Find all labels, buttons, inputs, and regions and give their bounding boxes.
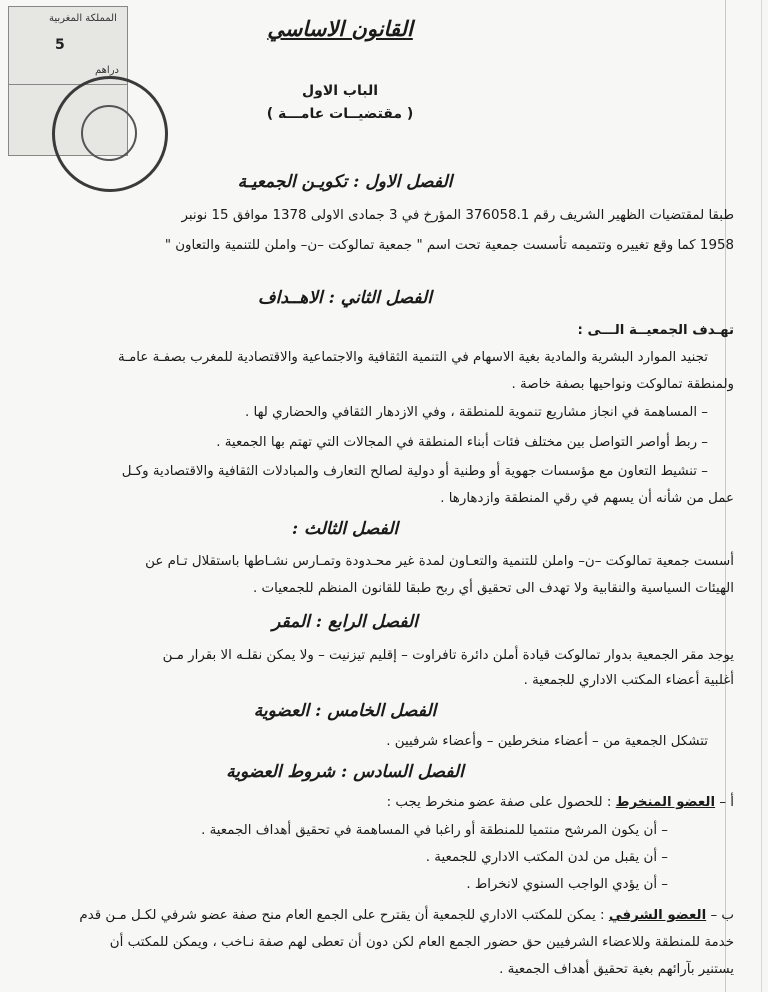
member-active-item-1: – أن يكون المرشح منتميا للمنطقة أو راغبا في المساهمة في تحقيق أهداف الجمعية . (201, 823, 668, 838)
section-5-line-1: تتشكل الجمعية من – أعضاء منخرطين – وأعضاء شرفيين . (386, 734, 708, 749)
member-active-label: العضو المنخرط (615, 795, 716, 810)
stamp-value: 5 (55, 37, 65, 53)
section-4-line-1: يوجد مقر الجمعية بدوار تمالوكت قيادة أملن دائرة تافراوت – إقليم تيزنيت – ولا يمكن نقلـه الا بقرار مـن (162, 648, 734, 663)
member-active-item-2: – أن يقبل من لدن المكتب الاداري للجمعية . (425, 850, 668, 865)
section-2-line-2: ولمنطقة تمالوكت ونواحيها بصفة خاصة . (511, 377, 734, 392)
section-4-heading: الفصل الرابع : المقر (272, 612, 418, 632)
section-2-line-5: – تنشيط التعاون مع مؤسسات جهوية أو وطنية أو دولية لصالح التعارف والمبادلات الثقافية والاقتصادية وكـل (121, 464, 708, 479)
section-4-line-2: أغلبية أعضاء المكتب الاداري للجمعية . (523, 673, 734, 688)
member-active-text: : للحصول على صفة عضو منخرط يجب : (386, 795, 612, 810)
stamp-kingdom: المملكة المغربية (49, 13, 117, 24)
section-2-line-4: – ربط أواصر التواصل بين مختلف فئات أبناء المنطقة في المجالات التي تهتم بها الجمعية . (216, 435, 708, 450)
member-honorary-label: العضو الشرفي (608, 908, 707, 923)
section-2-intro: تهـدف الجمعيــة الـــى : (577, 323, 734, 338)
section-5-heading: الفصل الخامس : العضوية (253, 701, 437, 721)
section-1-heading: الفصل الاول : تكويـن الجمعيـة (237, 172, 453, 192)
member-honorary-line-3: يستنير بآرائهم بغية تحقيق أهداف الجمعية . (499, 962, 734, 977)
section-1-line-1: طبقا لمقتضيات الظهير الشريف رقم 376058.1 المؤرخ في 3 جمادى الاولى 1378 موافق 15 نونبر (181, 208, 734, 223)
member-honorary-text: : يمكن للمكتب الاداري للجمعية أن يقترح على الجمع العام منح صفة عضو شرفي لكـل مـن قدم (79, 908, 605, 923)
section-6-heading: الفصل السادس : شروط العضوية (226, 762, 464, 782)
member-honorary-line-2: خدمة للمنطقة وللاعضاء الشرفيين حق حضور الجمع العام لكن دون أن تعطى لهم صفة نـاخب ، ويمكن للمكتب أن (109, 935, 734, 950)
document-title: القانون الاساسي (267, 16, 413, 41)
section-2-heading: الفصل الثاني : الاهــداف (258, 288, 432, 308)
section-1-line-2: 1958 كما وقع تغييره وتتميمه تأسست جمعية تحت اسم " جمعية تمالوكت –ن– واملن للتنمية والتعاون " (164, 238, 734, 253)
stamp-currency: دراهم (95, 65, 119, 76)
part-subtitle: ( مقتضيــات عامـــة ) (266, 106, 414, 122)
section-3-line-1: أسست جمعية تمالوكت –ن– واملن للتنمية والتعـاون لمدة غير محـدودة وتمـارس نشـاطها باستقلال تـام عن (145, 554, 734, 569)
section-3-line-2: الهيئات السياسية والنقابية ولا تهدف الى تحقيق أي ربح طبقا للقانون المنظم للجمعيات . (253, 581, 734, 596)
section-2-line-6: عمل من شأنه أن يسهم في رقي المنطقة وازدهارها . (440, 491, 734, 506)
edge-rule (761, 0, 762, 992)
section-2-line-1: تجنيد الموارد البشرية والمادية بغية الاسهام في التنمية الثقافية والاجتماعية والاقتصادية للمغرب بصفـة عامـة (118, 350, 708, 365)
member-active-item-3: – أن يؤدي الواجب السنوي لانخراط . (466, 877, 668, 892)
member-honorary-line (79, 907, 734, 925)
part-title: الباب الاول (301, 83, 379, 99)
member-active-line (387, 794, 734, 812)
section-2-line-3: – المساهمة في انجاز مشاريع تنموية للمنطقة ، وفي الازدهار الثقافي والحضاري لها . (244, 405, 708, 420)
section-3-heading: الفصل الثالث : (291, 519, 399, 539)
member-active-prefix: أ – (719, 795, 734, 810)
member-honorary-prefix: ب – (710, 908, 734, 923)
